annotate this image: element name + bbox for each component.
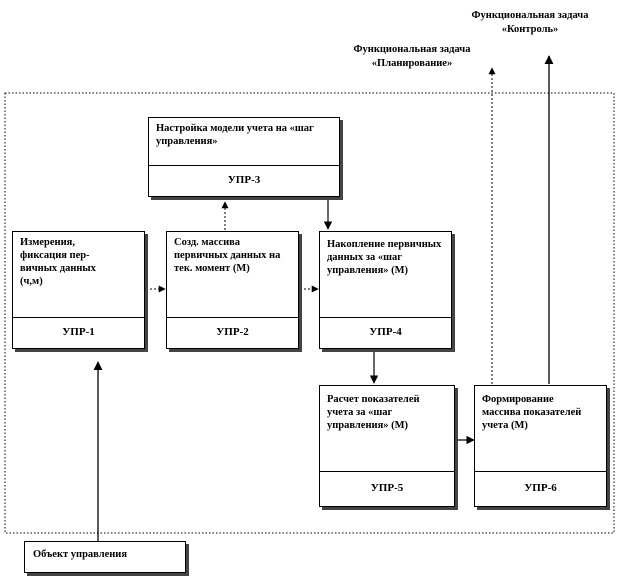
box-upr5 (319, 385, 455, 507)
box-control-object (24, 541, 186, 573)
box-upr1-code: УПР-1 (62, 326, 95, 338)
box-upr2-desc: Созд. массива первичных данных на тек. момент (М) (167, 232, 298, 318)
label-control-line1: Функциональная задача (471, 10, 589, 21)
label-planning-line2: «Планирование» (371, 58, 453, 69)
label-planning-line1: Функциональная задача (353, 44, 471, 55)
box-upr1-desc: Измерения, фиксация пер-вичных данных (ч,м) (13, 232, 144, 318)
box-upr6-code: УПР-6 (524, 482, 557, 494)
box-upr2-code: УПР-2 (216, 326, 249, 338)
box-upr6 (474, 385, 607, 507)
box-upr6-desc: Формирование массива показателей учета (М) (475, 386, 606, 472)
box-upr1 (12, 231, 145, 349)
label-control-line2: «Контроль» (501, 24, 559, 35)
box-upr5-code: УПР-5 (370, 482, 404, 494)
control-object-label: Объект управления (33, 549, 128, 560)
box-upr4-code: УПР-4 (369, 326, 402, 338)
box-upr4-desc: Накопление первичных данных за «шаг управления» (М) (320, 232, 451, 318)
box-upr3 (148, 117, 340, 197)
label-planning-task (322, 43, 502, 71)
box-upr4 (319, 231, 452, 349)
label-control-task (440, 9, 620, 37)
box-upr2 (166, 231, 299, 349)
box-upr3-code: УПР-3 (227, 174, 261, 186)
box-upr5-desc: Расчет показателей учета за «шаг управления» (М) (320, 386, 454, 472)
box-upr3-desc: Настройка модели учета на «шаг управления» (149, 118, 339, 166)
